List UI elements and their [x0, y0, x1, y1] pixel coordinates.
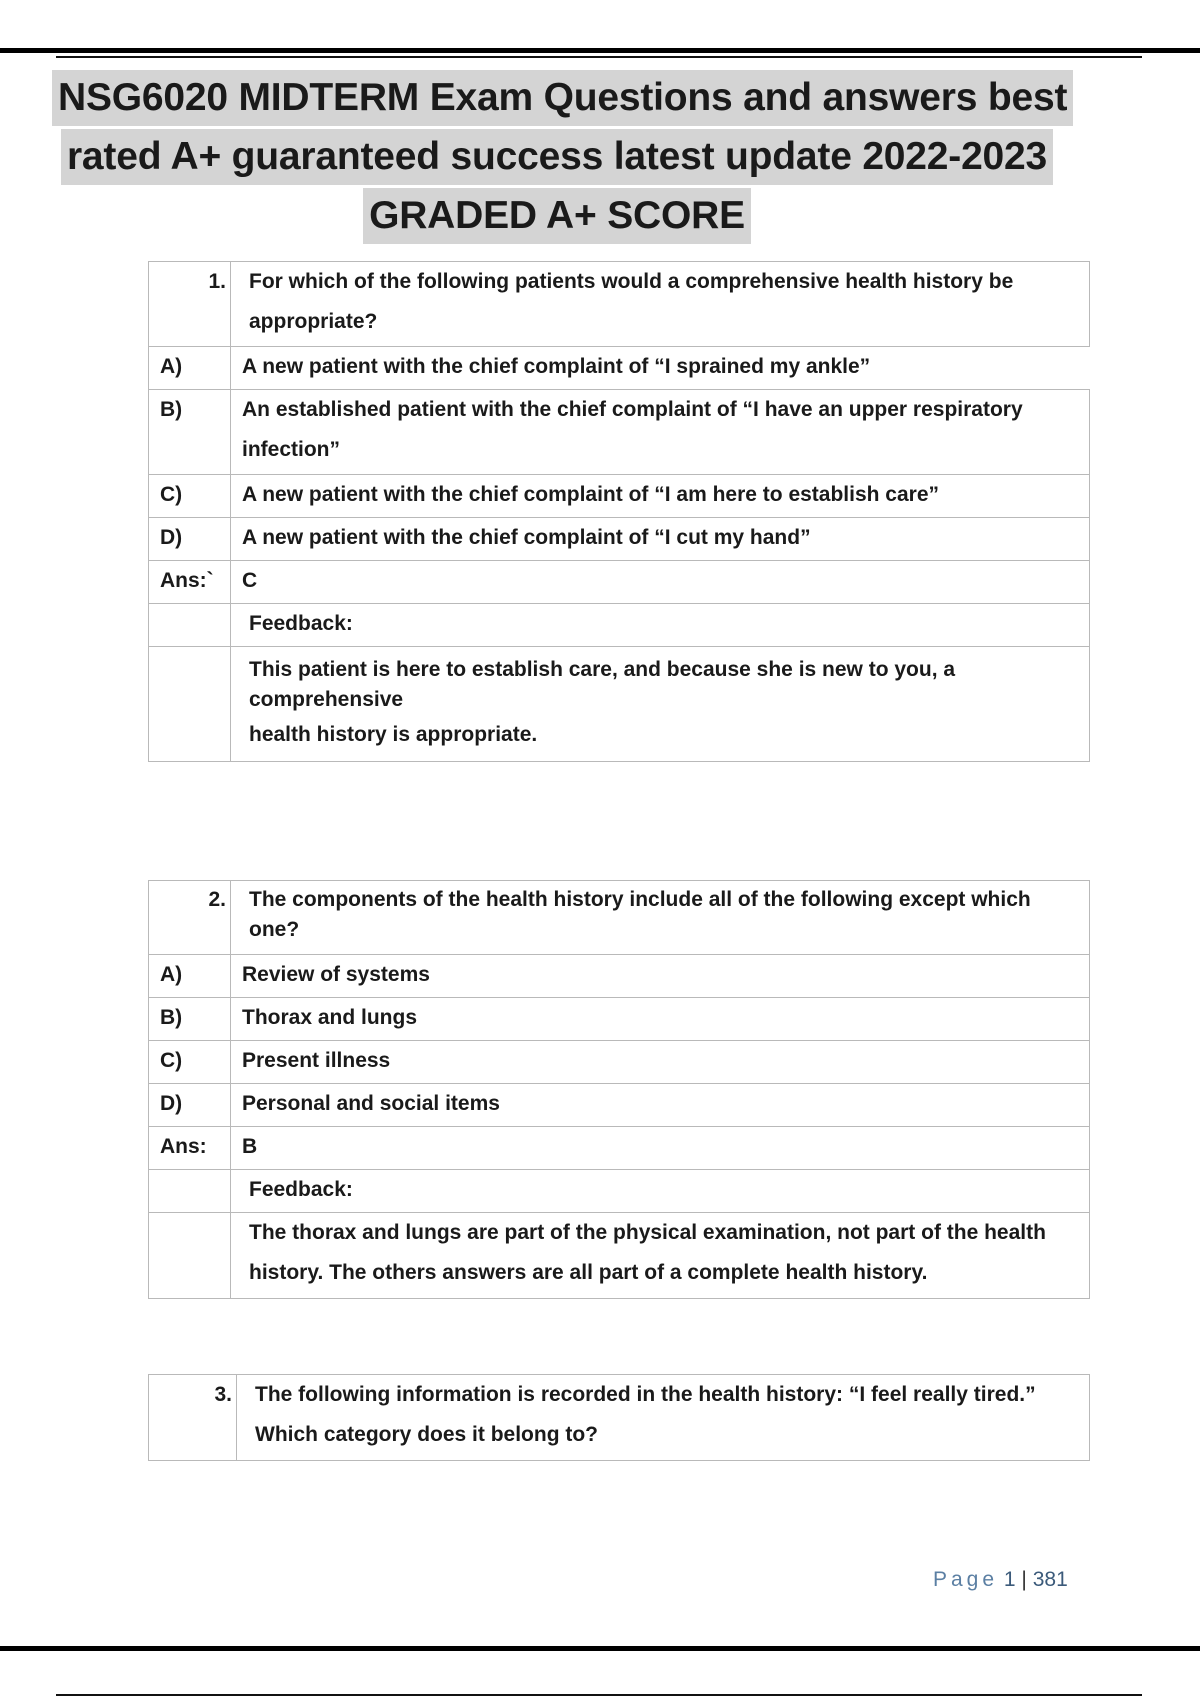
feedback-text-line: comprehensive [249, 688, 404, 711]
feedback-text-line: The thorax and lungs are part of the physical examination, not part of the health [249, 1221, 1046, 1244]
option-label: C) [149, 1041, 231, 1084]
feedback-row [149, 647, 1090, 762]
option-label: B) [149, 390, 231, 475]
option-row [149, 998, 1090, 1041]
feedback-text-line: history. The others answers are all part of a complete health history. [249, 1261, 928, 1284]
answer-label: Ans:` [149, 561, 231, 604]
option-text-line: infection” [242, 438, 340, 461]
feedback-label: Feedback: [231, 604, 1090, 647]
answer-label: Ans: [149, 1127, 231, 1170]
top-rule-thin [56, 56, 1142, 58]
option-row [149, 347, 1090, 390]
document-title [52, 70, 1068, 247]
question-number: 2. [149, 881, 231, 955]
title-line-1: NSG6020 MIDTERM Exam Questions and answers best [52, 70, 1073, 126]
option-text: A new patient with the chief complaint of “I cut my hand” [231, 518, 1090, 561]
feedback-label-row [149, 1170, 1090, 1213]
page-total: 381 [1032, 1568, 1068, 1591]
feedback-label-row [149, 604, 1090, 647]
feedback-label: Feedback: [231, 1170, 1090, 1213]
question-text-line: Which category does it belong to? [255, 1423, 599, 1446]
answer-value: C [231, 561, 1090, 604]
option-row [149, 1084, 1090, 1127]
option-text: Thorax and lungs [231, 998, 1090, 1041]
question-1-table [148, 261, 1090, 762]
question-number: 1. [149, 262, 231, 347]
question-text-line: The components of the health history include all of the following except which [249, 888, 1031, 911]
question-row [149, 1375, 1090, 1461]
option-text: Review of systems [231, 955, 1090, 998]
question-row [149, 881, 1090, 955]
option-label: D) [149, 518, 231, 561]
answer-row [149, 561, 1090, 604]
option-label: B) [149, 998, 231, 1041]
question-2-table [148, 880, 1090, 1299]
title-line-3: GRADED A+ SCORE [363, 188, 751, 244]
option-row [149, 390, 1090, 475]
option-text: Present illness [231, 1041, 1090, 1084]
option-label: C) [149, 475, 231, 518]
empty-cell [149, 1170, 231, 1213]
empty-cell [149, 1213, 231, 1299]
empty-cell [149, 604, 231, 647]
question-number: 3. [149, 1375, 237, 1461]
answer-row [149, 1127, 1090, 1170]
option-row [149, 955, 1090, 998]
option-text: A new patient with the chief complaint of “I am here to establish care” [231, 475, 1090, 518]
bottom-rule-thick [0, 1646, 1200, 1651]
bottom-rule-thin [56, 1694, 1142, 1696]
option-label: A) [149, 955, 231, 998]
feedback-row [149, 1213, 1090, 1299]
question-text-line: For which of the following patients would a comprehensive health history be [249, 270, 1014, 293]
option-text: A new patient with the chief complaint of “I sprained my ankle” [231, 347, 1090, 390]
page-separator: | [1021, 1568, 1027, 1591]
feedback-text-line: health history is appropriate. [249, 723, 538, 746]
option-row [149, 518, 1090, 561]
option-label: A) [149, 347, 231, 390]
top-rule-thick [0, 48, 1200, 53]
option-label: D) [149, 1084, 231, 1127]
question-text-line: one? [249, 918, 300, 941]
question-text [231, 262, 1090, 347]
question-text [237, 1375, 1090, 1461]
option-row [149, 1041, 1090, 1084]
title-line-2: rated A+ guaranteed success latest update 2022-2023 [61, 129, 1053, 185]
page-word: Page [933, 1568, 999, 1591]
feedback-text [231, 647, 1090, 762]
feedback-text [231, 1213, 1090, 1299]
question-text-line: appropriate? [249, 310, 378, 333]
option-text-line: An established patient with the chief complaint of “I have an upper respiratory [242, 398, 1023, 421]
option-row [149, 475, 1090, 518]
feedback-text-line: This patient is here to establish care, and because she is new to you, a [249, 658, 956, 681]
option-text [231, 390, 1090, 475]
question-text [231, 881, 1090, 955]
option-text: Personal and social items [231, 1084, 1090, 1127]
page-current: 1 [1003, 1568, 1016, 1591]
question-row [149, 262, 1090, 347]
answer-value: B [231, 1127, 1090, 1170]
question-text-line: The following information is recorded in the health history: “I feel really tired.” [255, 1383, 1036, 1406]
page-number [933, 1568, 1068, 1592]
empty-cell [149, 647, 231, 762]
question-3-table [148, 1374, 1090, 1461]
